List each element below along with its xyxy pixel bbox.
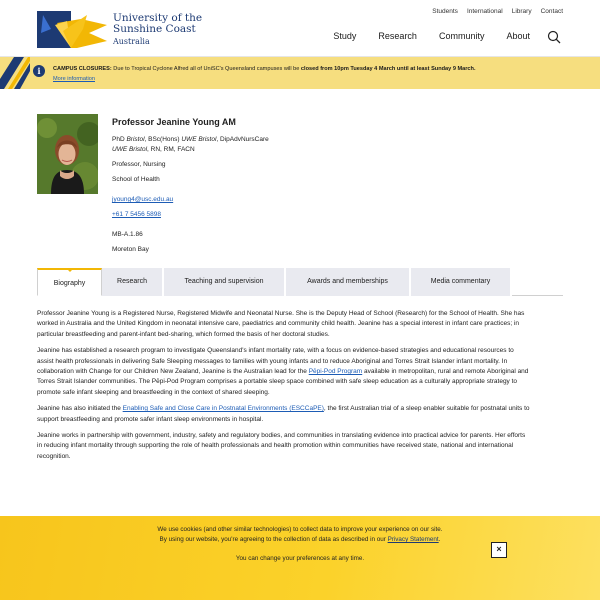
bio-paragraph-4: Jeanine works in partnership with government, industry, safety and regulatory bodies, and communities in translating evidence into practical advice for parents. Her efforts in reducing infant mortality through supporting the role of health professionals and health promotion within communities have received state, national and international recognition. [37, 432, 526, 460]
tab-biography-label: Biography [53, 280, 86, 287]
usc-logo[interactable] [37, 11, 107, 48]
biography-content [37, 309, 531, 468]
bio-p2-text-a: Jeanine has established a research program to investigate Queensland's infant mortality rate, with a focus on evidence-based strategies and educational resources to assist health professionals in delivering Safe Sleeping messages to families with young infants and to reduce Aboriginal and Torres Strait Islander infant mortality. In collaboration with Change for our Children New Zealand, Jeanine is the Australian lead for the [37, 347, 514, 376]
bio-p2-text-b: available in metropolitan, rural and remote Aboriginal and Torres Strait Islander communities. The Pēpi-Pod Program comprises a portable sleep space combined with safe sleep education as a culturally appropriate strategy to promote safe infant sleeping and breastfeeding in the context of shared sleeping. [37, 368, 529, 396]
logo-line-3: Australia [113, 37, 150, 46]
tab-biography[interactable] [37, 268, 102, 296]
tab-research[interactable] [102, 268, 164, 296]
profile-qualifications-2 [112, 145, 269, 155]
qual-bsc: , BSc(Hons) [144, 136, 182, 143]
alert-label: CAMPUS CLOSURES: [53, 66, 112, 72]
profile-phone-link[interactable]: +61 7 5456 5898 [112, 211, 161, 218]
logo-line-1: University of the [113, 12, 203, 24]
qual-uwe: UWE Bristol [181, 136, 217, 143]
bio-p3-text-a: Jeanine has also initiated the [37, 405, 123, 413]
qual-rn: , RN, RM, FACN [147, 146, 195, 153]
profile-school: School of Health [112, 176, 160, 183]
qual-dip: , DipAdvNursCare [216, 136, 269, 143]
nav-community[interactable]: Community [438, 31, 485, 41]
cookie-line-2-text: By using our website, you're agreeing to the collection of data as described in our [159, 536, 388, 543]
search-icon[interactable] [547, 30, 561, 44]
privacy-statement-link[interactable]: Privacy Statement [387, 536, 439, 543]
cookie-line-2 [0, 535, 600, 545]
alert-body: Due to Tropical Cyclone Alfred all of UniSC's Queensland campuses will be [111, 66, 301, 72]
tab-teaching[interactable] [164, 268, 286, 296]
util-link-library[interactable]: Library [511, 8, 532, 15]
profile-role: Professor, Nursing [112, 161, 166, 168]
profile-qualifications-1 [112, 135, 269, 145]
alert-more-info-link[interactable]: More information [53, 76, 95, 82]
profile-room: MB-A.1.86 [112, 231, 143, 238]
tab-awards-label: Awards and memberships [307, 278, 388, 285]
active-tab-indicator [67, 269, 73, 272]
util-link-international[interactable]: International [466, 8, 503, 15]
tab-research-label: Research [117, 278, 147, 285]
cookie-preferences-note: You can change your preferences at any time. [235, 555, 365, 562]
tab-media[interactable] [411, 268, 512, 296]
qual-phd: PhD [112, 136, 127, 143]
logo-line-2: Sunshine Coast [113, 23, 196, 35]
bio-paragraph-2 [37, 346, 531, 398]
tab-media-label: Media commentary [430, 278, 491, 285]
cookie-line-1: We use cookies (and other similar technologies) to collect data to improve your experience on our site. [157, 526, 443, 533]
cookie-close-button[interactable]: × [491, 542, 507, 558]
utility-nav [432, 8, 563, 15]
bio-paragraph-3 [37, 404, 531, 425]
main-nav [333, 31, 530, 41]
logo-wordmark[interactable] [113, 13, 202, 47]
bio-p3-text-b: , the first Australian trial of a sleep enabler suitable for postnatal units to support breastfeeding and promote safer infant sleep environments in hospital. [37, 405, 530, 423]
cookie-line-2-end: . [438, 536, 441, 543]
profile-photo [37, 114, 98, 194]
profile-tabs [37, 268, 563, 296]
cookie-banner [0, 516, 600, 600]
tab-teaching-label: Teaching and supervision [184, 278, 264, 285]
esccape-link[interactable]: Enabling Safe and Close Care in Postnatal Environments (ESCCaPE) [122, 405, 324, 413]
info-icon: i [33, 65, 45, 77]
bio-paragraph-1: Professor Jeanine Young is a Registered Nurse, Registered Midwife and Neonatal Nurse. She is the Deputy Head of School (Research) for the School of Health. She has worked in Australia and the United Kingdom in neonatal intensive care, paediatrics and community child health. Jeanine has a special interest in infant care practices; in particular breastfeeding and parent-infant bed-sharing, which formed the basis of her doctoral studies. [37, 310, 525, 338]
nav-about[interactable]: About [506, 31, 530, 41]
alert-bold-text: closed from 10pm Tuesday 4 March until at least Sunday 9 March. [300, 66, 476, 72]
nav-research[interactable]: Research [378, 31, 417, 41]
tab-awards[interactable] [286, 268, 411, 296]
alert-stripe-decoration [0, 57, 30, 89]
profile-details [112, 116, 269, 255]
site-header [0, 0, 600, 57]
qual-bristol: Bristol [126, 136, 145, 143]
pepi-pod-link[interactable]: Pēpi-Pod Program [308, 368, 363, 376]
util-link-students[interactable]: Students [432, 8, 458, 15]
campus-alert-banner [0, 57, 600, 89]
profile-email-link[interactable]: jyoung4@usc.edu.au [112, 196, 174, 203]
util-link-contact[interactable]: Contact [540, 8, 563, 15]
profile-campus: Moreton Bay [112, 246, 149, 253]
qual-uwe-2: UWE Bristol [112, 146, 148, 153]
cookie-message [0, 525, 600, 545]
nav-study[interactable]: Study [333, 31, 357, 41]
alert-message [53, 66, 476, 72]
profile-name: Professor Jeanine Young AM [112, 117, 236, 127]
